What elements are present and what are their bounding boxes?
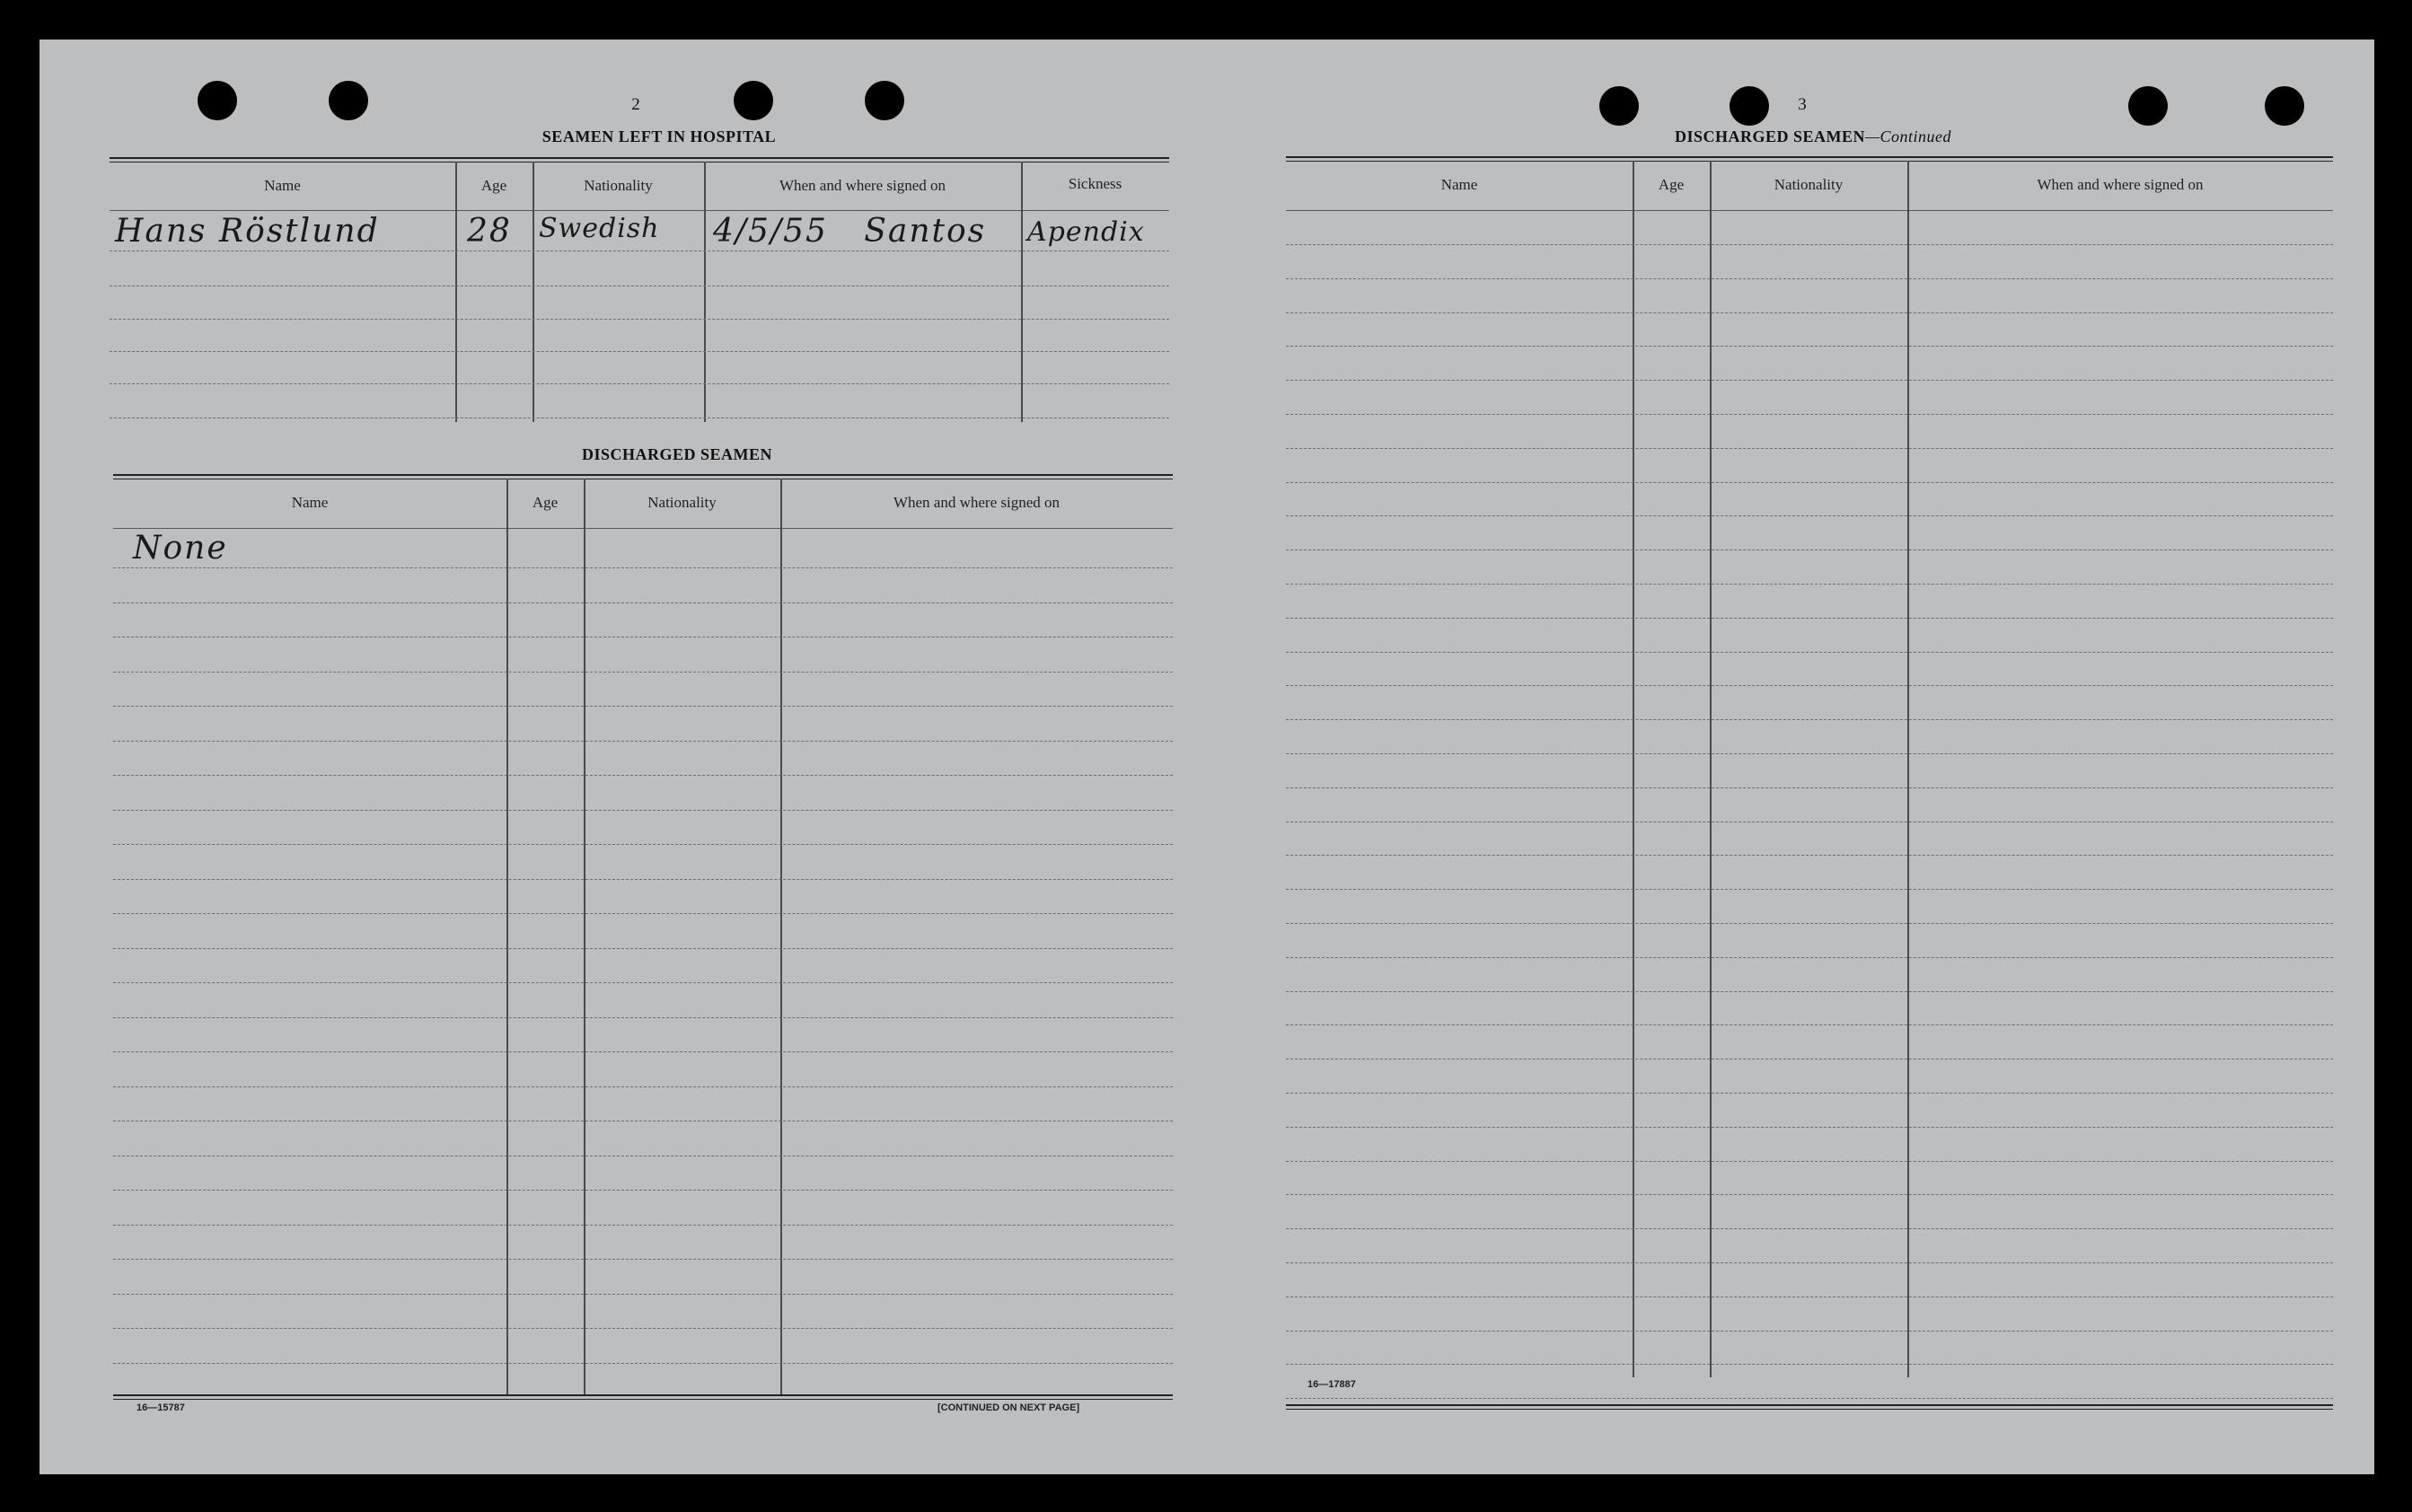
ledger-page-spread: [40, 40, 2374, 1474]
discharged-table-left: [113, 474, 1173, 1430]
page-number-left: 2: [631, 95, 640, 114]
table-row-line: [113, 1259, 1173, 1260]
table-row-line: [1286, 652, 2333, 653]
table-row-line: [1286, 448, 2333, 449]
handwritten-name: Hans Röstlund: [115, 213, 380, 250]
table-row-line: [1286, 855, 2333, 856]
table-top-rule: [113, 474, 1173, 479]
table-row-line: [1286, 889, 2333, 890]
table-row-line: [113, 948, 1173, 949]
table-row-line: [1286, 1161, 2333, 1162]
handwritten-age: 28: [467, 213, 512, 250]
column-header-name: Name: [291, 494, 329, 511]
hospital-table: [110, 157, 1169, 462]
punch-hole: [198, 81, 237, 120]
title-continued: —Continued: [1865, 127, 1952, 145]
table-row-line: [113, 1086, 1173, 1087]
header-bottom-rule: [1286, 210, 2333, 211]
column-divider: [780, 479, 782, 1394]
table-row-line: [113, 879, 1173, 880]
column-header-name: Name: [264, 177, 301, 194]
table-row-line: [113, 1190, 1173, 1191]
table-top-rule: [1286, 156, 2333, 162]
table-row-line: [1286, 957, 2333, 958]
punch-hole: [329, 81, 368, 120]
table-row-line: [113, 602, 1173, 603]
column-header-nationality: Nationality: [647, 494, 717, 511]
form-number-left: 16—15787: [136, 1402, 185, 1413]
punch-hole: [1730, 86, 1769, 126]
hospital-section-title: SEAMEN LEFT IN HOSPITAL: [541, 127, 777, 145]
column-header-when-where: When and where signed on: [893, 494, 1061, 511]
punch-hole: [734, 81, 773, 120]
table-row-line: [113, 1051, 1173, 1052]
discharged-continued-title: [1615, 127, 2011, 146]
page-number-right: 3: [1798, 95, 1807, 114]
table-row-line: [113, 810, 1173, 811]
punch-hole: [2128, 86, 2168, 126]
column-header-when-where: When and where signed on: [779, 177, 946, 194]
handwritten-none: None: [133, 530, 228, 567]
table-bottom-rule: [113, 1394, 1173, 1400]
table-row-line: [1286, 618, 2333, 619]
column-divider: [584, 479, 585, 1394]
table-row-line: [1286, 278, 2333, 279]
table-row-line: [1286, 1194, 2333, 1195]
column-header-age: Age: [532, 494, 559, 511]
column-header-age: Age: [1658, 176, 1685, 193]
column-divider: [506, 479, 508, 1394]
discharged-section-title: DISCHARGED SEAMEN: [581, 445, 773, 463]
column-header-nationality: Nationality: [1774, 176, 1844, 193]
table-row-line: [1286, 1331, 2333, 1332]
table-row-line: [1286, 1024, 2333, 1025]
handwritten-when-where: 4/5/55 Santos: [713, 213, 987, 250]
table-row-line: [1286, 923, 2333, 924]
table-row-line: [110, 319, 1169, 320]
table-row-line: [1286, 1228, 2333, 1229]
table-row-line: [1286, 482, 2333, 483]
table-row-line: [1286, 380, 2333, 381]
handwritten-sickness: Apendix: [1027, 216, 1145, 248]
table-row-line: [1286, 1364, 2333, 1365]
table-row-line: [113, 775, 1173, 776]
header-bottom-rule: [110, 210, 1169, 211]
table-row-line: [110, 351, 1169, 352]
table-row-line: [1286, 753, 2333, 754]
table-row-line: [1286, 549, 2333, 550]
form-number-right: 16—17887: [1307, 1379, 1356, 1390]
column-header-when-where: When and where signed on: [2037, 176, 2204, 193]
table-row-line: [113, 982, 1173, 983]
punch-hole: [1599, 86, 1639, 126]
table-top-rule: [110, 157, 1169, 163]
table-row-line: [113, 1225, 1173, 1226]
table-row-line: [1286, 244, 2333, 245]
table-row-line: [113, 1017, 1173, 1018]
column-header-nationality: Nationality: [584, 177, 653, 194]
discharged-table-right: [1286, 156, 2333, 1422]
table-row-line: [1286, 685, 2333, 686]
table-row-line: [113, 844, 1173, 845]
table-row-line: [1286, 1127, 2333, 1128]
table-row-line: [1286, 584, 2333, 585]
column-header-name: Name: [1440, 176, 1478, 193]
table-row-line: [113, 1363, 1173, 1364]
table-row-line: [113, 741, 1173, 742]
table-row-line: [1286, 312, 2333, 313]
table-row-line: [113, 1294, 1173, 1295]
table-row-line: [1286, 1398, 2333, 1399]
table-row-line: [1286, 719, 2333, 720]
table-row-line: [110, 383, 1169, 384]
title-main: DISCHARGED SEAMEN: [1674, 127, 1865, 145]
table-row-line: [1286, 787, 2333, 788]
punch-hole: [865, 81, 904, 120]
continued-note: [CONTINUED ON NEXT PAGE]: [938, 1402, 1080, 1413]
table-row-line: [1286, 1262, 2333, 1263]
table-bottom-rule: [1286, 1404, 2333, 1410]
table-row-line: [113, 913, 1173, 914]
table-row-line: [1286, 991, 2333, 992]
table-row-line: [113, 1328, 1173, 1329]
table-row-line: [1286, 414, 2333, 415]
table-row-line: [1286, 515, 2333, 516]
header-bottom-rule: [113, 528, 1173, 529]
table-row-line: [113, 567, 1173, 568]
table-row-line: [1286, 346, 2333, 347]
punch-hole: [2265, 86, 2304, 126]
handwritten-nationality: Swedish: [539, 213, 660, 244]
column-header-age: Age: [480, 177, 507, 194]
table-row-line: [1286, 1093, 2333, 1094]
table-row-line: [113, 706, 1173, 707]
column-header-sickness: Sickness: [1068, 175, 1122, 192]
